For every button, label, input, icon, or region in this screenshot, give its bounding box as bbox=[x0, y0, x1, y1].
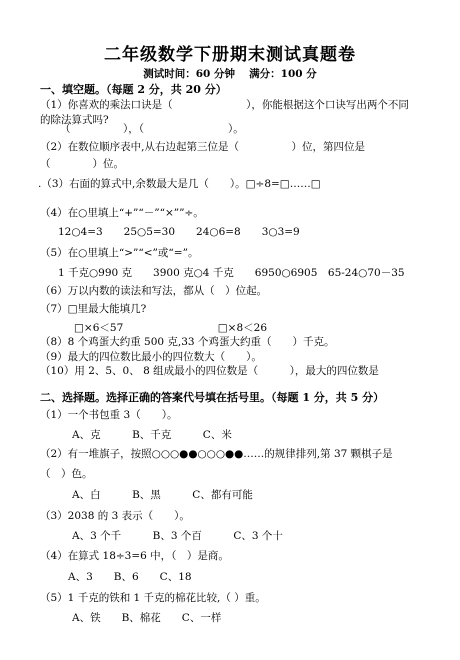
question-line: （3）2038 的 3 表示（ ）。 bbox=[40, 510, 190, 522]
choice-options: A、白 B、黑 C、都有可能 bbox=[72, 489, 253, 501]
choice-options: A、3 B、6 C、18 bbox=[68, 571, 192, 583]
question-line: （2）在数位顺序表中,从右边起第三位是（ ）位，第四位是 bbox=[40, 141, 366, 153]
question-line: （5）在○里填上“>”“<”或“=”。 bbox=[40, 247, 199, 259]
page-title: 二年级数学下册期末测试真题卷 bbox=[104, 45, 356, 65]
choice-options: A、铁 B、棉花 C、一样 bbox=[72, 612, 222, 624]
choice-options: A、3 个千 B、3 个百 C、3 个十 bbox=[72, 530, 283, 542]
question-line: （10）用 2、5、0、 8 组成最小的四位数是（ ），最大的四位数是 bbox=[40, 365, 379, 377]
section-heading-choice: 二、选择题。选择正确的答案代号填在括号里。（每题 1 分，共 5 分） bbox=[40, 391, 385, 404]
question-line: （6）万以内数的读法和写法，都从（ ）位起。 bbox=[40, 285, 268, 297]
question-line: （8）8 个鸡蛋大约重 500 克,33 个鸡蛋大约重（ ）千克。 bbox=[40, 336, 335, 348]
question-line: （4）在算式 18÷3=6 中，（ ）是商。 bbox=[40, 550, 229, 562]
question-line: .（3）右面的算式中,余数最大是几（ ）。□÷8=□……□ bbox=[38, 178, 321, 190]
question-line: （7）□里最大能填几? bbox=[40, 303, 147, 315]
section-heading-fill-in: 一、填空题。（每题 2 分，共 20 分） bbox=[40, 83, 227, 96]
exercise-line: □×6＜57 □×8＜26 bbox=[74, 322, 268, 334]
test-info: 测试时间：60 分钟 满分：100 分 bbox=[143, 68, 317, 80]
question-line: （9）最大的四位数比最小的四位数大（ ）。 bbox=[40, 351, 262, 363]
question-line: 的除法算式吗? bbox=[40, 114, 109, 126]
answer-line: （ ），（ ）。 bbox=[60, 123, 244, 135]
question-line: （2）有一堆旗子，按照○○○●●○○○●●……的规律排列,第 37 颗棋子是 bbox=[40, 448, 393, 460]
exercise-line: 12○4=3 25○5=30 24○6=8 3○3=9 bbox=[58, 226, 300, 238]
question-line: （5）1 千克的铁和 1 千克的棉花比较,（ ）重。 bbox=[40, 592, 266, 604]
question-line: （1）一个书包重 3（ ）。 bbox=[40, 409, 178, 421]
question-line: （1）你喜欢的乘法口诀是（ ），你能根据这个口诀写出两个不同 bbox=[40, 99, 409, 111]
question-line: （ ）位。 bbox=[40, 158, 124, 170]
choice-options: A、克 B、千克 C、米 bbox=[72, 429, 232, 441]
question-line: （ ）色。 bbox=[40, 468, 93, 480]
question-line: （4）在○里填上“+”“－”“×””÷。 bbox=[40, 207, 204, 219]
exercise-line: 1 千克○990 克 3900 克○4 千克 6950○6905 65-24○70－35 bbox=[58, 267, 405, 279]
